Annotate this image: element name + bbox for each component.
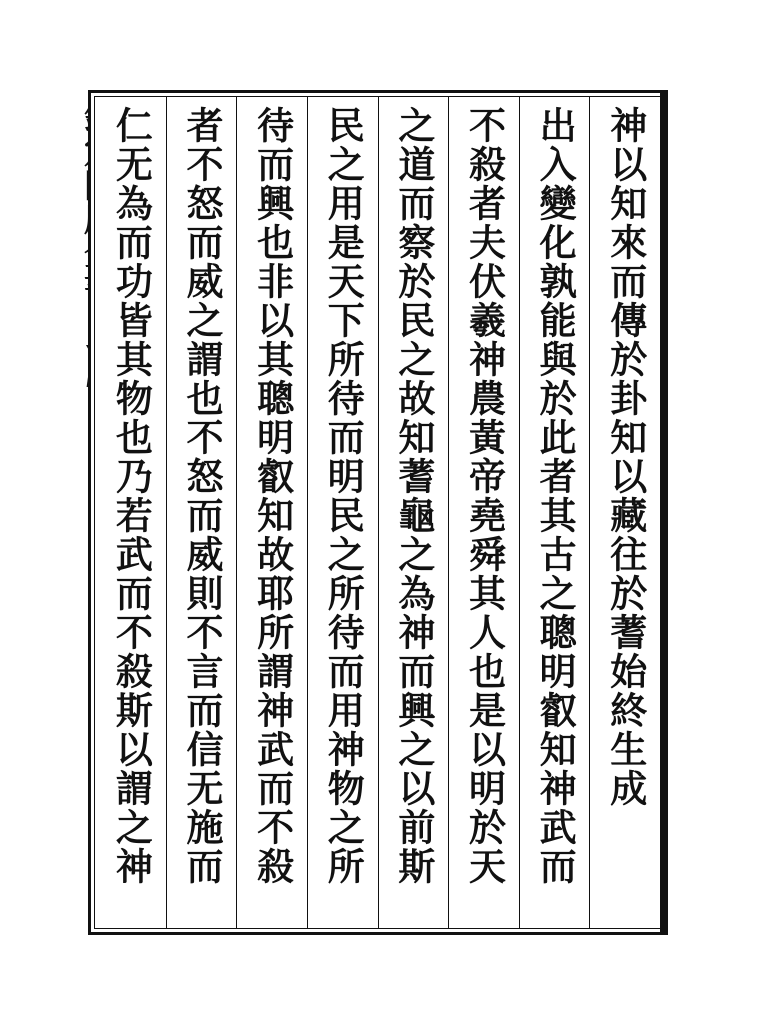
text-columns (96, 96, 660, 929)
column-text: 待而興也非以其聰明叡知故耶所謂神武而不殺 (250, 106, 295, 886)
text-column (448, 96, 519, 929)
margin-strip (30, 90, 90, 935)
text-column (519, 96, 590, 929)
text-column (96, 96, 166, 929)
column-text: 出入變化孰能與於此者其古之聰明叡知神武而 (533, 106, 578, 886)
text-column (307, 96, 378, 929)
column-text: 神以知來而傳於卦知以藏往於蓍始終生成 (603, 106, 648, 808)
text-column (166, 96, 237, 929)
text-column (236, 96, 307, 929)
frame-right-edge (660, 93, 666, 932)
column-text: 仁无為而功皆其物也乃若武而不殺斯以謂之神 (109, 106, 154, 886)
text-column (589, 96, 660, 929)
text-column (378, 96, 449, 929)
column-text: 者不怒而威之謂也不怒而威則不言而信无施而 (180, 106, 225, 886)
column-text: 民之用是天下所待而明民之所待而用神物之所 (321, 106, 366, 886)
column-text: 之道而察於民之故知蓍龜之為神而興之以前斯 (391, 106, 436, 886)
column-text: 不殺者夫伏羲神農黃帝堯舜其人也是以明於天 (462, 106, 507, 886)
